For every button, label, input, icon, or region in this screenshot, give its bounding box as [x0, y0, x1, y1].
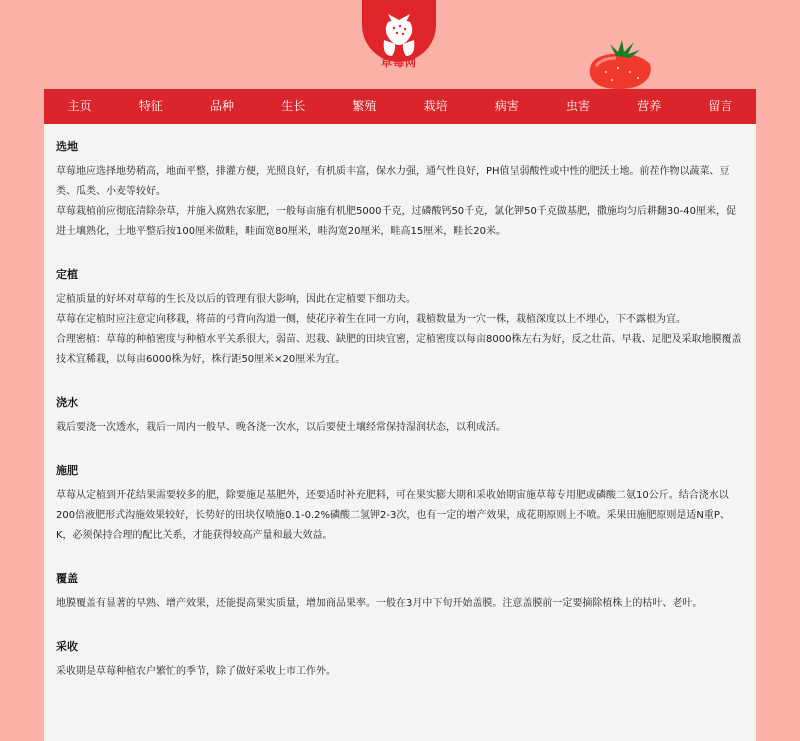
nav-item-nutrition[interactable]: 营养 — [637, 99, 662, 113]
section-title: 采收 — [56, 640, 78, 653]
section-paragraph: 地膜覆盖有显著的早熟、增产效果，还能提高果实质量，增加商品果率。一般在3月中下旬开始盖膜。注意盖膜前一定要摘除植株上的枯叶、老叶。 — [56, 598, 703, 609]
nav-item-varieties[interactable]: 品种 — [210, 99, 235, 113]
section-title: 浇水 — [56, 396, 78, 409]
logo-text: 草莓网 — [381, 56, 417, 69]
section-paragraph: 栽后要浇一次透水，栽后一周内一般早、晚各浇一次水，以后要使土壤经常保持湿润状态，以利成活。 — [56, 422, 506, 433]
section-paragraph: 草莓在定植时应注意定向移栽，将苗的弓背向沟道一侧，使花序着生在同一方向，栽植数量为一穴一株，栽植深度以上不埋心，下不露根为宜。 — [56, 314, 686, 325]
section-site-selection — [56, 140, 744, 242]
main-nav — [44, 89, 756, 124]
nav-item-propagation[interactable]: 繁殖 — [352, 99, 377, 113]
section-paragraph: 采收期是草莓种植农户繁忙的季节，除了做好采收上市工作外。 — [56, 666, 336, 677]
section-watering — [56, 396, 744, 438]
header — [0, 0, 800, 89]
section-paragraph: 草莓地应选择地势稍高，地面平整，排灌方便，光照良好，有机质丰富，保水力强，通气性良好，PH值呈弱酸性或中性的肥沃土地。前茬作物以蔬菜、豆类、瓜类、小麦等较好。 — [56, 166, 730, 197]
section-title: 施肥 — [56, 464, 78, 477]
section-harvest — [56, 640, 744, 682]
nav-item-diseases[interactable]: 病害 — [494, 99, 519, 113]
nav-item-cultivation[interactable]: 栽培 — [423, 99, 448, 113]
section-fertilizing — [56, 464, 744, 546]
section-mulching — [56, 572, 744, 614]
section-planting — [56, 268, 744, 370]
section-title: 覆盖 — [56, 572, 78, 585]
nav-item-message[interactable]: 留言 — [708, 99, 733, 113]
section-paragraph: 草莓从定植到开花结果需要较多的肥，除要施足基肥外，还要适时补充肥料，可在果实膨大期和采收始期宙施草莓专用肥或磷酸二氨10公斤。结合浇水以200倍液肥形式沟施效果较好，长势好的田块仅喷施0.1-0.2%磷酸二氢钾2-3次，也有一定的增产效果，成花期原则上不喷。采果田施肥原则是适N重P、K，必须保持合理的配比关系，才能获得较高产量和最大效益。 — [56, 490, 730, 541]
nav-item-home[interactable]: 主页 — [67, 99, 92, 113]
strawberry-logo-icon — [362, 0, 436, 62]
section-paragraph: 合理密植：草莓的种植密度与种植水平关系很大，弱苗、迟栽、缺肥的田块宜密，定植密度以每亩8000株左右为好，反之壮苗、早栽、足肥及采取地膜覆盖技术宜稀栽，以每亩6000株为好，株行距50厘米×20厘米为宜。 — [56, 334, 742, 365]
site-logo[interactable] — [360, 0, 438, 80]
section-title: 选地 — [56, 140, 78, 153]
strawberry-decoration-icon — [582, 38, 658, 92]
section-paragraph: 草莓栽植前应彻底清除杂草，并施入腐熟农家肥，一般每亩施有机肥5000千克，过磷酸钙50千克，氯化钾50千克做基肥，撒施均匀后耕翻30-40厘米，促进土壤熟化，土地平整后按100厘米做畦，畦面宽80厘米，畦沟宽20厘米，畦高15厘米，畦长20米。 — [56, 206, 736, 237]
nav-item-growth[interactable]: 生长 — [281, 99, 306, 113]
nav-item-features[interactable]: 特征 — [138, 99, 163, 113]
section-paragraph: 定植质量的好坏对草莓的生长及以后的管理有很大影响，因此在定植要下细功夫。 — [56, 294, 416, 305]
nav-item-pests[interactable]: 虫害 — [566, 99, 591, 113]
logo-disc — [362, 0, 436, 62]
section-title: 定植 — [56, 268, 78, 281]
article-content — [44, 124, 756, 741]
